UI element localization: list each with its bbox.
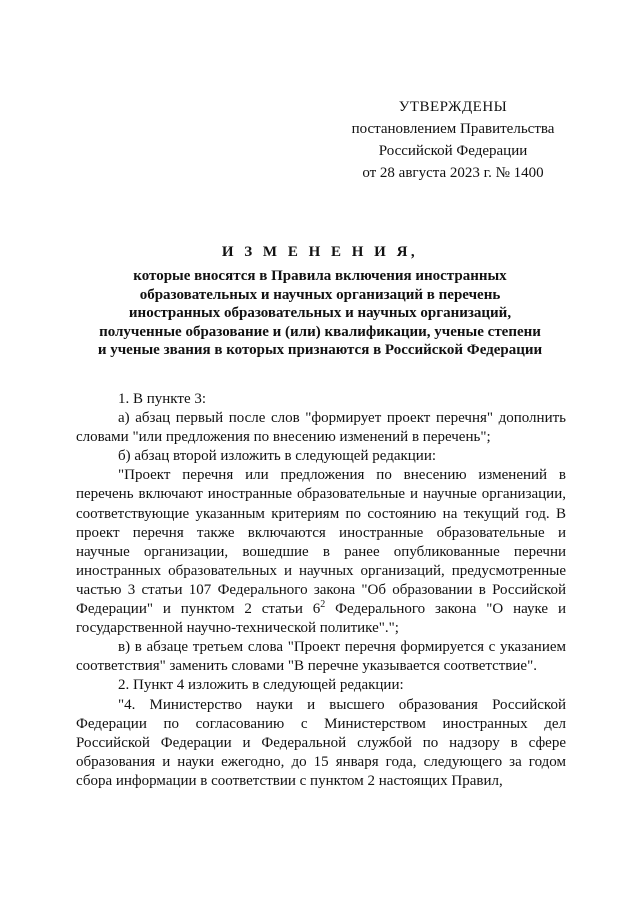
paragraph-2: а) абзац первый после слов "формирует проект перечня" дополнить словами "или предложения по внесению изменений в перечень"; xyxy=(76,410,566,446)
approval-line-2: Российской Федерации xyxy=(378,143,528,159)
paragraph-1: 1. В пункте 3: xyxy=(118,391,207,407)
approval-block xyxy=(330,96,576,184)
paragraph-6: 2. Пункт 4 изложить в следующей редакции: xyxy=(118,677,404,694)
paragraph-3: б) абзац второй изложить в следующей редакции: xyxy=(118,448,437,465)
subtitle-line-1: которые вносятся в Правила включения иностранных xyxy=(133,268,507,284)
subtitle-line-4: полученные образование и (или) квалификации, ученые степени xyxy=(99,323,541,340)
paragraph-4 xyxy=(76,466,566,638)
document-body xyxy=(76,390,566,791)
document-subtitle xyxy=(60,267,580,360)
approval-heading: УТВЕРЖДЕНЫ xyxy=(398,99,508,115)
subtitle-line-5: и ученые звания в которых признаются в Российской Федерации xyxy=(97,342,543,358)
superscript-2: 2 xyxy=(320,599,326,611)
approval-line-1: постановлением Правительства xyxy=(351,121,555,137)
paragraph-5: в) в абзаце третьем слова "Проект перечня формируется с указанием соответствия" заменить словами "В перечне указывается соответствие". xyxy=(76,639,566,675)
subtitle-line-2: образовательных и научных организаций в перечень xyxy=(139,286,501,303)
subtitle-line-3: иностранных образовательных и научных организаций, xyxy=(128,305,512,321)
document-title: И З М Е Н Е Н И Я, xyxy=(221,244,419,260)
paragraph-4-text-a: "Проект перечня или предложения по внесению изменений в перечень включают иностранные образовательные и научные организации, соответствующие указанным критериям по состоянию на текущий год. В проект перечня также включаются иностранные образовательные и научные организации, вошедшие в ранее опубликованные перечни иностранных образовательных и научных организаций, предусмотренные частью 3 статьи 107 Федерального закона "Об образовании в Российской Федерации" и пунктом 2 статьи 6 xyxy=(76,467,566,618)
approval-line-3: от 28 августа 2023 г. № 1400 xyxy=(362,165,544,181)
paragraph-4-text-b: Федерального закона "О науке и государственной научно-технической политике"."; xyxy=(76,601,566,637)
paragraph-7: "4. Министерство науки и высшего образования Российской Федерации по согласованию с Министерством иностранных дел Российской Федерации и Федеральной службой по надзору в сфере образования и науки ежегодно, до 15 января года, следующего за годом сбора информации в соответствии с пунктом 2 настоящих Правил, xyxy=(76,696,566,789)
